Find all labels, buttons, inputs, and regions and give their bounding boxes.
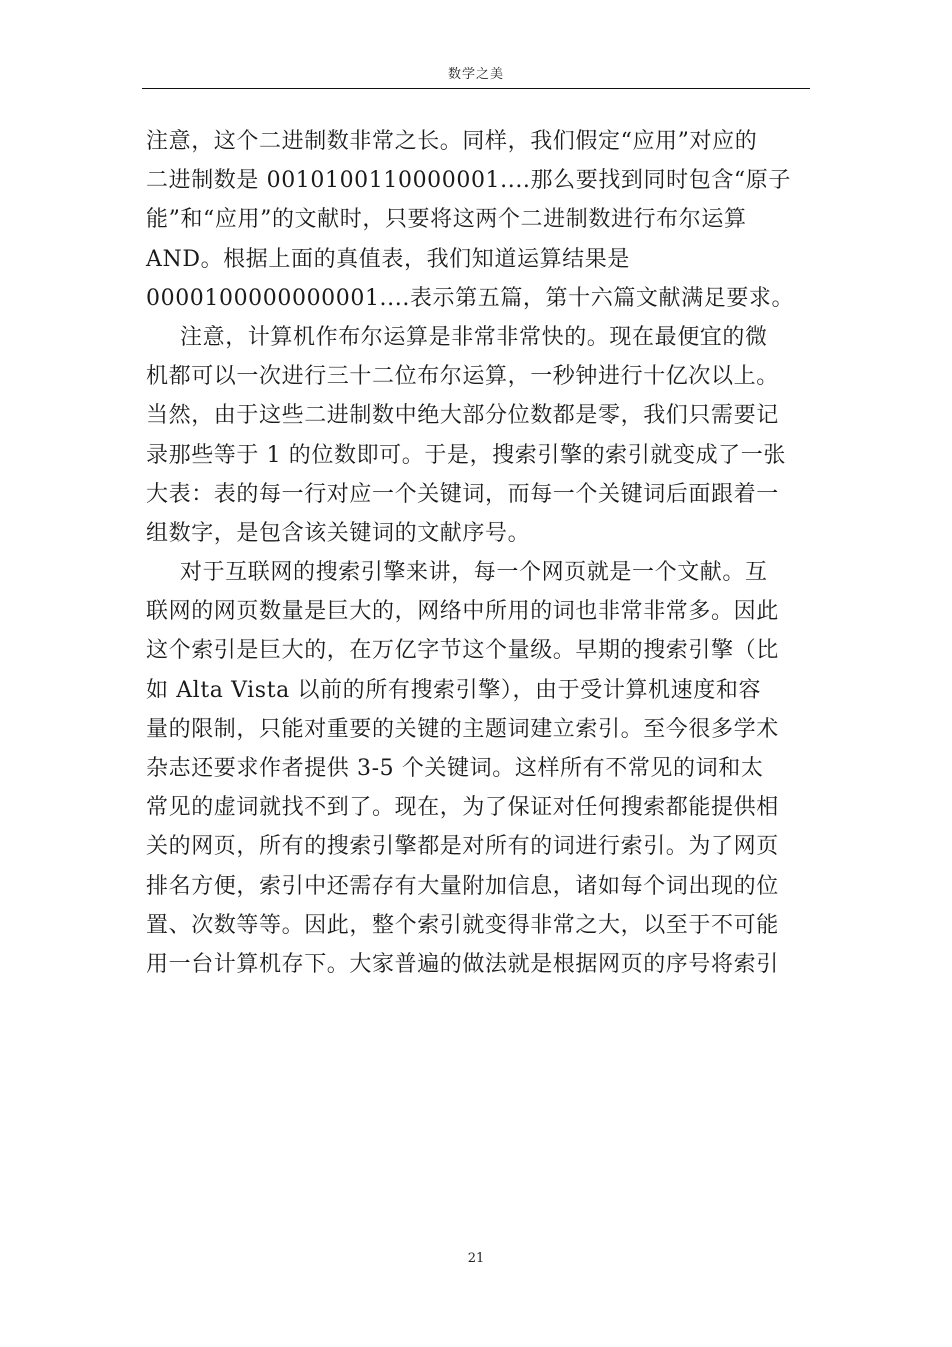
text-line: 常见的虚词就找不到了。现在，为了保证对任何搜索都能提供相	[146, 795, 779, 821]
text-line: 对于互联网的搜索引擎来讲，每一个网页就是一个文献。互	[180, 560, 768, 586]
text-line: 当然，由于这些二进制数中绝大部分位数都是零，我们只需要记	[146, 403, 779, 429]
text-line: 关的网页，所有的搜索引擎都是对所有的词进行索引。为了网页	[146, 834, 779, 860]
text-line: 注意，计算机作布尔运算是非常非常快的。现在最便宜的微	[180, 324, 768, 350]
text-line: 置、次数等等。因此，整个索引就变得非常之大，以至于不可能	[146, 912, 779, 938]
text-line: 录那些等于 1 的位数即可。于是，搜索引擎的索引就变成了一张	[146, 442, 786, 468]
text-line: 组数字，是包含该关键词的文献序号。	[146, 520, 531, 546]
text-line: 排名方便，索引中还需存有大量附加信息，诸如每个词出现的位	[146, 873, 779, 899]
header-rule	[142, 88, 810, 89]
text-line: 机都可以一次进行三十二位布尔运算，一秒钟进行十亿次以上。	[146, 364, 779, 390]
text-line: 量的限制，只能对重要的关键的主题词建立索引。至今很多学术	[146, 716, 779, 742]
text-line: 如 Alta Vista 以前的所有搜索引擎），由于受计算机速度和容	[146, 677, 762, 703]
running-header: 数学之美	[447, 67, 504, 82]
text-line: AND。根据上面的真值表，我们知道运算结果是	[146, 246, 630, 272]
text-line: 能”和“应用”的文献时，只要将这两个二进制数进行布尔运算	[146, 207, 747, 233]
text-line: 这个索引是巨大的，在万亿字节这个量级。早期的搜索引擎（比	[146, 638, 779, 664]
page-number: 21	[467, 1251, 485, 1266]
text-line: 二进制数是 0010100110000001....那么要找到同时包含“原子	[146, 168, 791, 194]
text-line: 0000100000000001....表示第五篇，第十六篇文献满足要求。	[146, 285, 795, 311]
text-line: 联网的网页数量是巨大的，网络中所用的词也非常非常多。因此	[146, 599, 779, 625]
text-line: 用一台计算机存下。大家普遍的做法就是根据网页的序号将索引	[146, 951, 779, 977]
body-text	[146, 122, 810, 984]
text-line: 杂志还要求作者提供 3-5 个关键词。这样所有不常见的词和太	[146, 756, 764, 781]
text-line: 注意，这个二进制数非常之长。同样，我们假定“应用”对应的	[146, 129, 758, 154]
text-line: 大表：表的每一行对应一个关键词，而每一个关键词后面跟着一	[146, 481, 779, 507]
